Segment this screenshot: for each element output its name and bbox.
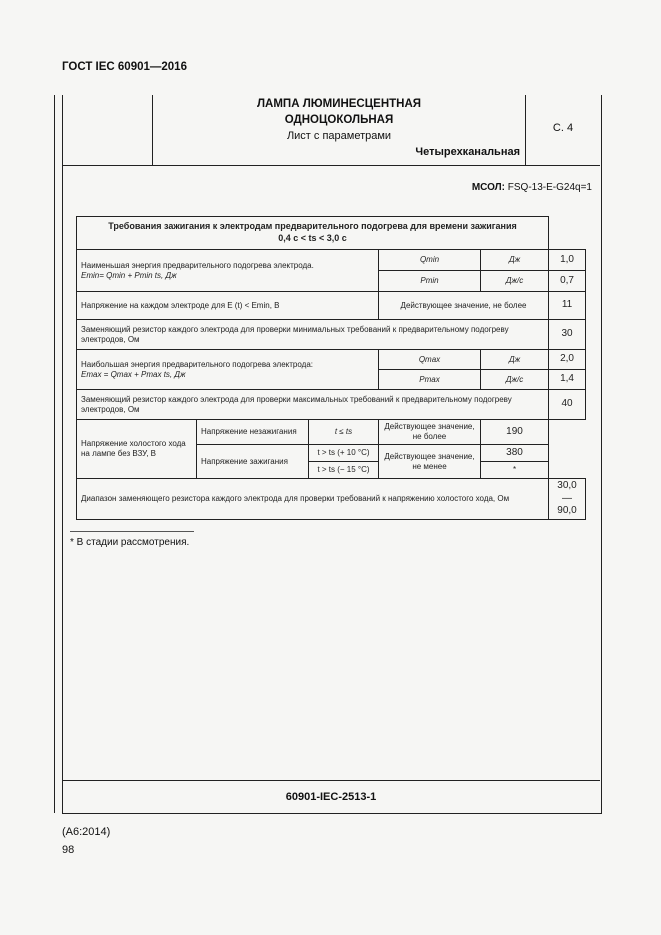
min-energy-formula: Emin= Qmin + Pmin ts, Дж — [81, 270, 177, 280]
qmax-symbol: Qmax — [379, 350, 481, 370]
no-ignition-value: 190 — [481, 420, 549, 445]
no-ignition-label: Напряжение незажигания — [197, 420, 309, 445]
qmin-symbol: Qmin — [379, 250, 481, 271]
max-energy-formula: Emax = Qmax + Pmax ts, Дж — [81, 369, 186, 379]
ignition-condition-2: t > ts (− 15 °С) — [309, 462, 379, 479]
qmin-unit: Дж — [481, 250, 549, 271]
voltage-value: 11 — [549, 292, 586, 320]
ignition-value-1: 380 — [481, 445, 549, 462]
voltage-label: Напряжение на каждом электроде для E (t) < Emin, В — [77, 292, 379, 320]
table-heading-line1: Требования зажигания к электродам предварительного подогрева для времени зажигания — [108, 221, 517, 232]
pmin-unit: Дж/с — [481, 271, 549, 292]
resistor-min-value: 30 — [549, 320, 586, 350]
table-heading-line2: 0,4 с < ts < 3,0 с — [278, 233, 347, 243]
table-heading — [77, 217, 549, 250]
qmin-value: 1,0 — [549, 250, 586, 271]
min-energy-label — [77, 250, 379, 292]
left-margin-line — [54, 95, 55, 813]
resistor-max-value: 40 — [549, 390, 586, 420]
sheet-subtitle: Лист с параметрами — [286, 130, 392, 142]
footnote: * В стадии рассмотрения. — [70, 537, 190, 548]
no-ignition-rms: Действующее значение, не более — [379, 420, 481, 445]
ignition-value-2: * — [481, 462, 549, 479]
max-energy-text: Наибольшая энергия предварительного подогрева электрода: — [81, 359, 313, 369]
qmax-unit: Дж — [481, 350, 549, 370]
no-ignition-condition: t ≤ ts — [309, 420, 379, 445]
header-left-cell — [62, 95, 153, 166]
lamp-title-line1: ЛАМПА ЛЮМИНЕСЦЕНТНАЯ — [256, 98, 422, 110]
footer-divider — [62, 780, 600, 781]
footnote-separator — [70, 531, 194, 532]
lamp-variant: Четырехканальная — [415, 146, 520, 158]
mcol-value: FSQ-13-E-G24q=1 — [507, 182, 592, 193]
pmax-value: 1,4 — [549, 370, 586, 390]
lamp-title-line2: ОДНОЦОКОЛЬНАЯ — [284, 114, 394, 126]
page-number: 98 — [62, 844, 75, 856]
mcol-label: МСОЛ: — [471, 182, 505, 193]
sheet-code: 60901-IEC-2513-1 — [285, 791, 377, 803]
mcol-designation — [380, 182, 592, 193]
ocv-label: Напряжение холостого хода на лампе без ВЗУ, В — [77, 420, 197, 479]
qmax-value: 2,0 — [549, 350, 586, 370]
voltage-condition: Действующее значение, не более — [379, 292, 549, 320]
pmin-symbol: Pmin — [379, 271, 481, 292]
pmin-value: 0,7 — [549, 271, 586, 292]
range-value: 30,0—90,0 — [549, 479, 586, 520]
ignition-rms: Действующее значение, не менее — [379, 445, 481, 479]
edition-label: (А6:2014) — [62, 826, 111, 838]
resistor-min-label: Заменяющий резистор каждого электрода для проверки минимальных требований к предварительному подогреву электродов, Ом — [77, 320, 549, 350]
standard-number: ГОСТ IEC 60901—2016 — [62, 61, 187, 73]
ignition-requirements-table — [76, 216, 586, 520]
max-energy-label — [77, 350, 379, 390]
sheet-page-label: С. 4 — [552, 122, 574, 134]
pmax-unit: Дж/с — [481, 370, 549, 390]
range-label: Диапазон заменяющего резистора каждого электрода для проверки требований к напряжению холостого хода, Ом — [77, 479, 549, 520]
ignition-label: Напряжение зажигания — [197, 445, 309, 479]
ignition-condition-1: t > ts (+ 10 °С) — [309, 445, 379, 462]
pmax-symbol: Pmax — [379, 370, 481, 390]
resistor-max-label: Заменяющий резистор каждого электрода для проверки максимальных требований к предварительному подогреву электродов, Ом — [77, 390, 549, 420]
min-energy-text: Наименьшая энергия предварительного подогрева электрода. — [81, 260, 314, 270]
